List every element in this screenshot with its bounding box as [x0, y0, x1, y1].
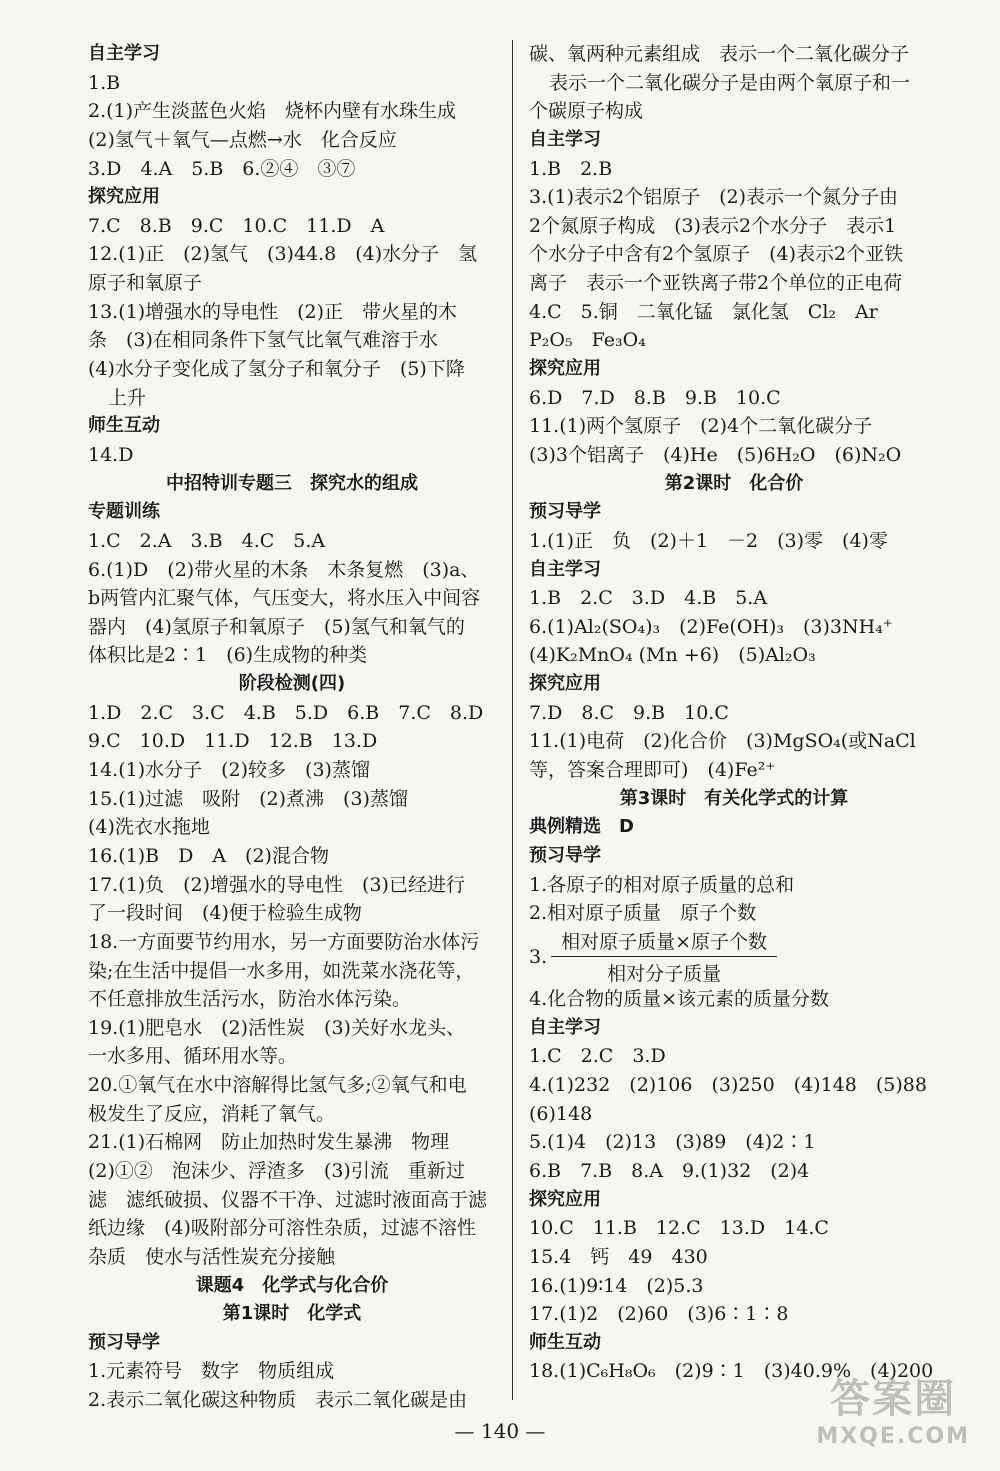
answer-line: 11.(1)电荷 (2)化合价 (3)MgSO₄(或NaCl	[529, 730, 916, 753]
answer-line: 2.相对原子质量 原子个数	[529, 902, 757, 925]
answer-line: 17.(1)负 (2)增强水的导电性 (3)已经进行	[88, 873, 465, 896]
answer-line: 1.C 2.C 3.D	[529, 1045, 666, 1068]
fraction-denominator: 相对分子质量	[607, 963, 722, 986]
answer-line: 5.(1)4 (2)13 (3)89 (4)2∶1	[529, 1131, 816, 1154]
answer-line: 不任意排放生活污水，防治水体污染。	[88, 988, 412, 1011]
answer-line: 染;在生活中提倡一水多用，如洗菜水浇花等，	[88, 959, 475, 982]
answer-line: 19.(1)肥皂水 (2)活性炭 (3)关好水龙头、	[88, 1016, 465, 1039]
answer-line: 21.(1)石棉网 防止加热时发生暴沸 物理	[88, 1131, 450, 1154]
answer-line: (2)氢气＋氧气—点燃→水 化合反应	[88, 128, 397, 151]
answer-line: 一水多用、循环用水等。	[88, 1045, 298, 1068]
answer-line: 等，答案合理即可) (4)Fe²⁺	[529, 759, 776, 782]
answer-line: 4.化合物的质量×该元素的质量分数	[529, 988, 830, 1011]
answer-line: 4.C 5.铜 二氧化锰 氯化氢 Cl₂ Ar	[529, 300, 878, 323]
section-heading: 预习导学	[88, 1331, 160, 1353]
answer-line: 1.B 2.B	[529, 157, 613, 180]
fraction-formula	[529, 928, 939, 985]
answer-line: 1.D 2.C 3.C 4.B 5.D 6.B 7.C 8.D	[88, 701, 484, 724]
answer-line: 了一段时间 (4)便于检验生成物	[88, 902, 362, 925]
watermark-text: 答案圈	[830, 1376, 957, 1422]
answer-line: 2.(1)产生淡蓝色火焰 烧杯内壁有水珠生成	[88, 100, 457, 123]
section-heading: 预习导学	[529, 501, 601, 523]
answer-line: 14.(1)水分子 (2)较多 (3)蒸馏	[88, 759, 370, 782]
answer-line: 1.C 2.A 3.B 4.C 5.A	[88, 529, 326, 552]
section-heading: 自主学习	[529, 558, 601, 580]
answer-line: 杂质 使水与活性炭充分接触	[88, 1245, 336, 1268]
answer-line: 1.(1)正 负 (2)＋1 －2 (3)零 (4)零	[529, 529, 888, 552]
left-column	[88, 40, 496, 1415]
answer-line: 器内 (4)氢原子和氧原子 (5)氢气和氧气的	[88, 615, 465, 638]
answer-line: 1.B	[88, 71, 121, 94]
section-heading: 中招特训专题三 探究水的组成	[166, 472, 418, 494]
section-heading: 师生互动	[88, 415, 160, 437]
section-heading: 探究应用	[529, 673, 601, 695]
answer-line: 6.(1)Al₂(SO₄)₃ (2)Fe(OH)₃ (3)3NH₄⁺	[529, 615, 893, 638]
answer-line: (4)K₂MnO₄ (Mn +6) (5)Al₂O₃	[529, 644, 816, 667]
answer-line: (6)148	[529, 1102, 593, 1125]
answer-line: P₂O₅ Fe₃O₄	[529, 329, 646, 352]
answer-line: 碳、氧两种元素组成 表示一个二氧化碳分子	[529, 43, 910, 65]
answer-line: 20.①氧气在水中溶解得比氢气多;②氧气和电	[88, 1074, 467, 1097]
answer-line: 18.一方面要节约用水，另一方面要防治水体污	[88, 930, 480, 953]
section-heading: 第3课时 有关化学式的计算	[619, 787, 849, 809]
answer-line: 10.C 11.B 12.C 13.D 14.C	[529, 1217, 829, 1240]
section-heading: 课题4 化学式与化合价	[195, 1274, 389, 1296]
answer-line: 2个氮原子构成 (3)表示2个水分子 表示1	[529, 214, 897, 237]
section-heading: 专题训练	[88, 501, 160, 523]
section-heading: 探究应用	[529, 1188, 601, 1210]
fraction-numerator: 相对原子质量×原子个数	[551, 927, 777, 957]
section-heading: 探究应用	[529, 358, 601, 380]
answer-line: 16.(1)9∶14 (2)5.3	[529, 1274, 704, 1297]
answer-line: 3.D 4.A 5.B 6.②④ ③⑦	[88, 157, 356, 180]
section-heading: 师生互动	[529, 1331, 601, 1353]
answer-line: 7.D 8.C 9.B 10.C	[529, 701, 729, 724]
answer-line: 18.(1)C₆H₈O₆ (2)9∶1 (3)40.9% (4)200	[529, 1360, 934, 1383]
answer-line: (3)3个铝离子 (4)He (5)6H₂O (6)N₂O	[529, 443, 902, 466]
answer-line: 4.(1)232 (2)106 (3)250 (4)148 (5)88	[529, 1074, 927, 1097]
answer-line: 上升	[108, 386, 147, 409]
fraction-lead: 3.	[529, 945, 548, 968]
answer-line: 16.(1)B D A (2)混合物	[88, 844, 329, 867]
answer-line: 离子 表示一个亚铁离子带2个单位的正电荷	[529, 272, 903, 295]
section-heading: 自主学习	[529, 128, 601, 150]
answer-line: b两管内汇聚气体，气压变大，将水压入中间容	[88, 587, 481, 610]
answer-line: 17.(1)2 (2)60 (3)6∶1∶8	[529, 1303, 789, 1326]
page-number: — 140 —	[454, 1419, 546, 1443]
answer-line: 表示一个二氧化碳分子是由两个氧原子和一	[549, 71, 911, 94]
section-heading: 自主学习	[529, 1016, 601, 1038]
section-heading: 探究应用	[88, 186, 160, 208]
section-heading: 典例精选 D	[529, 816, 634, 838]
answer-line: 滤 滤纸破损、仪器不干净、过滤时液面高于滤	[88, 1188, 488, 1211]
answer-line: 极发生了反应，消耗了氧气。	[88, 1102, 336, 1125]
answer-line: 13.(1)增强水的导电性 (2)正 带火星的木	[88, 300, 458, 323]
answer-line: (4)水分子变化成了氢分子和氧分子 (5)下降	[88, 358, 465, 381]
answer-line: 6.D 7.D 8.B 9.B 10.C	[529, 386, 781, 409]
answer-line: 条 (3)在相同条件下氢气比氧气难溶于水	[88, 329, 438, 352]
answer-line: 6.B 7.B 8.A 9.(1)32 (2)4	[529, 1160, 810, 1182]
answer-line: 15.4 钙 49 430	[529, 1245, 708, 1268]
watermark-site: MXQE.COM	[816, 1424, 970, 1449]
section-heading: 第2课时 化合价	[664, 472, 804, 494]
answer-line: 1.元素符号 数字 物质组成	[88, 1360, 335, 1383]
answer-line: 11.(1)两个氢原子 (2)4个二氧化碳分子	[529, 415, 873, 438]
answer-line: 3.(1)表示2个铝原子 (2)表示一个氮分子由	[529, 186, 899, 209]
answer-line: 原子和氧原子	[88, 272, 203, 295]
answer-line: 9.C 10.D 11.D 12.B 13.D	[88, 730, 378, 753]
answer-line: 12.(1)正 (2)氢气 (3)44.8 (4)水分子 氢	[88, 243, 478, 266]
section-heading: 第1课时 化学式	[222, 1303, 362, 1325]
answer-line: 2.表示二氧化碳这种物质 表示二氧化碳是由	[88, 1389, 468, 1412]
section-heading: 阶段检测(四)	[238, 673, 346, 695]
answer-line: 个水分子中含有2个氢原子 (4)表示2个亚铁	[529, 243, 904, 266]
section-heading: 自主学习	[88, 43, 160, 64]
column-divider	[512, 40, 513, 1400]
section-heading: 预习导学	[529, 844, 601, 866]
answer-line: 1.B 2.C 3.D 4.B 5.A	[529, 587, 768, 610]
answer-line: (4)洗衣水拖地	[88, 816, 210, 839]
answer-line: (2)①② 泡沫少、浮渣多 (3)引流 重新过	[88, 1159, 465, 1182]
answer-line: 14.D	[88, 443, 134, 466]
answer-line: 1.各原子的相对原子质量的总和	[529, 873, 795, 896]
watermark-logo	[816, 1367, 970, 1449]
answer-line: 6.(1)D (2)带火星的木条 木条复燃 (3)a、	[88, 558, 480, 581]
answer-line: 个碳原子构成	[529, 100, 644, 123]
answer-line: 15.(1)过滤 吸附 (2)煮沸 (3)蒸馏	[88, 787, 408, 810]
right-column	[529, 40, 939, 1386]
answer-line: 体积比是2∶1 (6)生成物的种类	[88, 644, 368, 667]
answer-line: 7.C 8.B 9.C 10.C 11.D A	[88, 214, 385, 237]
answer-line: 纸边缘 (4)吸附部分可溶性杂质，过滤不溶性	[88, 1217, 476, 1240]
